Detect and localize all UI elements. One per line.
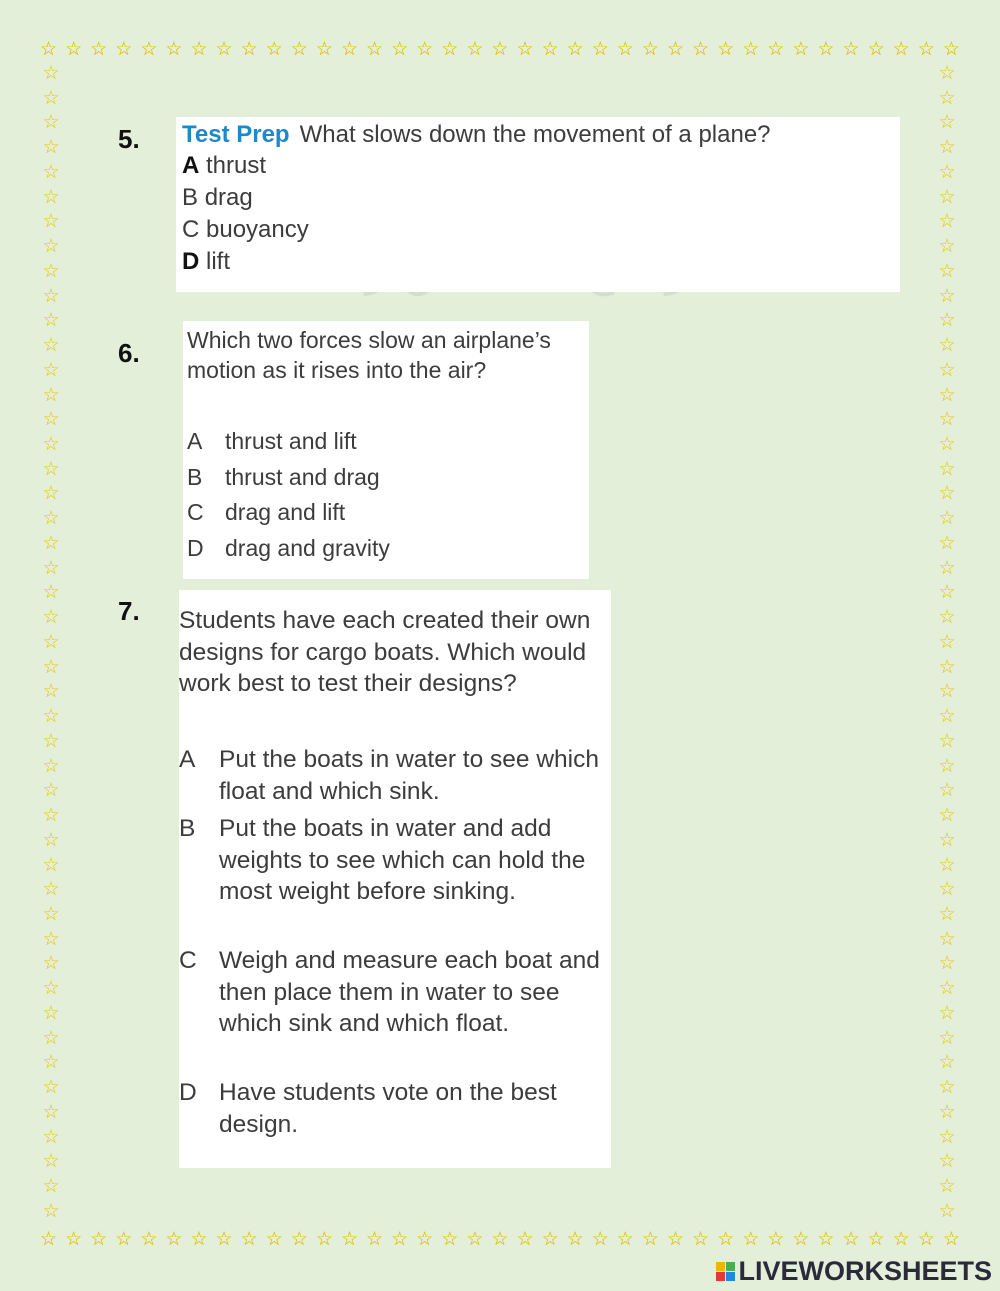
star-icon: ☆ xyxy=(938,408,956,431)
star-icon: ☆ xyxy=(42,1051,60,1074)
star-icon: ☆ xyxy=(938,1199,956,1222)
star-icon: ☆ xyxy=(917,1228,935,1250)
liveworksheets-logo[interactable] xyxy=(716,1256,992,1287)
question-6-option-d[interactable] xyxy=(187,535,390,562)
star-icon: ☆ xyxy=(391,38,409,60)
star-icon: ☆ xyxy=(315,38,333,60)
star-icon: ☆ xyxy=(938,1150,956,1173)
star-icon: ☆ xyxy=(491,38,509,60)
star-icon: ☆ xyxy=(491,1228,509,1250)
star-icon: ☆ xyxy=(115,1228,133,1250)
star-icon: ☆ xyxy=(42,1125,60,1148)
option-letter: B xyxy=(179,815,196,842)
star-icon: ☆ xyxy=(892,1228,910,1250)
question-7-option-a[interactable] xyxy=(179,744,607,807)
question-6-option-a[interactable] xyxy=(187,428,357,455)
question-5-option-b[interactable] xyxy=(182,184,253,212)
star-icon: ☆ xyxy=(938,86,956,109)
star-icon: ☆ xyxy=(42,581,60,604)
star-icon: ☆ xyxy=(42,136,60,159)
question-5-option-c[interactable] xyxy=(182,216,309,244)
logo-square-yellow xyxy=(716,1262,725,1271)
star-icon: ☆ xyxy=(42,1199,60,1222)
star-icon: ☆ xyxy=(938,1125,956,1148)
star-icon: ☆ xyxy=(265,1228,283,1250)
star-icon: ☆ xyxy=(938,779,956,802)
star-icon: ☆ xyxy=(42,754,60,777)
option-text: thrust and drag xyxy=(225,464,380,490)
star-icon: ☆ xyxy=(917,38,935,60)
option-text: drag xyxy=(204,184,253,211)
star-icon: ☆ xyxy=(938,754,956,777)
star-icon: ☆ xyxy=(42,86,60,109)
star-icon: ☆ xyxy=(767,1228,785,1250)
star-icon: ☆ xyxy=(938,433,956,456)
star-icon: ☆ xyxy=(466,38,484,60)
star-icon: ☆ xyxy=(42,1150,60,1173)
star-border-bottom xyxy=(40,1228,960,1250)
star-icon: ☆ xyxy=(42,1026,60,1049)
star-icon: ☆ xyxy=(165,1228,183,1250)
option-letter: C xyxy=(187,499,204,525)
star-icon: ☆ xyxy=(190,38,208,60)
star-icon: ☆ xyxy=(42,804,60,827)
star-icon: ☆ xyxy=(616,1228,634,1250)
star-icon: ☆ xyxy=(215,1228,233,1250)
star-icon: ☆ xyxy=(42,902,60,925)
question-7-option-c[interactable] xyxy=(179,945,607,1040)
star-icon: ☆ xyxy=(240,38,258,60)
star-icon: ☆ xyxy=(90,38,108,60)
option-letter: A xyxy=(182,152,200,179)
question-7-stem: Students have each created their own designs for cargo boats. Which would work best to test their designs? xyxy=(179,607,591,697)
star-border-top xyxy=(40,38,960,60)
star-icon: ☆ xyxy=(441,1228,459,1250)
star-icon: ☆ xyxy=(42,878,60,901)
option-text: Have students vote on the best design. xyxy=(219,1079,557,1138)
star-icon: ☆ xyxy=(42,531,60,554)
star-icon: ☆ xyxy=(938,210,956,233)
star-icon: ☆ xyxy=(42,160,60,183)
star-icon: ☆ xyxy=(466,1228,484,1250)
star-icon: ☆ xyxy=(938,185,956,208)
star-icon: ☆ xyxy=(692,38,710,60)
star-icon: ☆ xyxy=(938,457,956,480)
question-7-card xyxy=(179,590,611,1168)
question-7-option-d[interactable] xyxy=(179,1077,607,1140)
liveworksheets-icon xyxy=(716,1262,735,1281)
star-icon: ☆ xyxy=(938,581,956,604)
question-6-option-b[interactable] xyxy=(187,464,380,491)
star-icon: ☆ xyxy=(42,853,60,876)
star-icon: ☆ xyxy=(42,309,60,332)
star-icon: ☆ xyxy=(42,828,60,851)
option-text: lift xyxy=(206,248,231,275)
star-icon: ☆ xyxy=(767,38,785,60)
star-icon: ☆ xyxy=(666,38,684,60)
star-icon: ☆ xyxy=(391,1228,409,1250)
star-icon: ☆ xyxy=(938,655,956,678)
option-letter: D xyxy=(179,1079,197,1106)
star-icon: ☆ xyxy=(42,927,60,950)
star-icon: ☆ xyxy=(892,38,910,60)
star-icon: ☆ xyxy=(42,977,60,1000)
question-5-text: What slows down the movement of a plane? xyxy=(299,121,771,148)
star-icon: ☆ xyxy=(938,136,956,159)
star-icon: ☆ xyxy=(867,1228,885,1250)
question-number-7: 7. xyxy=(118,596,140,626)
star-icon: ☆ xyxy=(140,38,158,60)
star-icon: ☆ xyxy=(42,729,60,752)
star-icon: ☆ xyxy=(938,606,956,629)
star-icon: ☆ xyxy=(42,185,60,208)
star-icon: ☆ xyxy=(938,556,956,579)
star-icon: ☆ xyxy=(938,482,956,505)
star-icon: ☆ xyxy=(938,259,956,282)
star-icon: ☆ xyxy=(938,729,956,752)
question-7-option-b[interactable] xyxy=(179,813,607,908)
star-icon: ☆ xyxy=(140,1228,158,1250)
star-icon: ☆ xyxy=(42,433,60,456)
star-icon: ☆ xyxy=(938,284,956,307)
star-icon: ☆ xyxy=(938,507,956,530)
option-letter: B xyxy=(182,184,199,211)
star-icon: ☆ xyxy=(165,38,183,60)
star-border-left xyxy=(40,62,62,1222)
star-icon: ☆ xyxy=(42,1175,60,1198)
star-icon: ☆ xyxy=(938,111,956,134)
question-5-option-d[interactable] xyxy=(182,248,230,276)
star-icon: ☆ xyxy=(42,111,60,134)
test-prep-label: Test Prep xyxy=(182,121,290,148)
logo-square-green xyxy=(726,1262,735,1271)
star-icon: ☆ xyxy=(938,680,956,703)
star-icon: ☆ xyxy=(290,1228,308,1250)
star-icon: ☆ xyxy=(938,235,956,258)
star-icon: ☆ xyxy=(591,38,609,60)
star-icon: ☆ xyxy=(340,1228,358,1250)
star-icon: ☆ xyxy=(42,1001,60,1024)
star-icon: ☆ xyxy=(938,927,956,950)
star-icon: ☆ xyxy=(42,284,60,307)
option-letter: D xyxy=(187,535,204,561)
option-text: drag and lift xyxy=(225,499,346,525)
star-icon: ☆ xyxy=(115,38,133,60)
option-text: Put the boats in water and add weights to see which can hold the most weight before sinking. xyxy=(219,815,586,905)
star-icon: ☆ xyxy=(938,977,956,1000)
option-text: Put the boats in water to see which float and which sink. xyxy=(219,746,599,805)
star-icon: ☆ xyxy=(42,779,60,802)
star-icon: ☆ xyxy=(938,358,956,381)
star-icon: ☆ xyxy=(938,1100,956,1123)
star-icon: ☆ xyxy=(938,853,956,876)
star-icon: ☆ xyxy=(516,38,534,60)
star-icon: ☆ xyxy=(616,38,634,60)
star-icon: ☆ xyxy=(938,531,956,554)
star-icon: ☆ xyxy=(42,259,60,282)
logo-square-blue xyxy=(726,1272,735,1281)
question-number-5: 5. xyxy=(118,124,140,154)
star-icon: ☆ xyxy=(42,210,60,233)
star-icon: ☆ xyxy=(416,1228,434,1250)
question-5-card xyxy=(176,117,900,292)
star-icon: ☆ xyxy=(792,1228,810,1250)
star-icon: ☆ xyxy=(340,38,358,60)
star-icon: ☆ xyxy=(938,1076,956,1099)
question-6-stem: Which two forces slow an airplane’s motion as it rises into the air? xyxy=(187,327,551,383)
option-letter: A xyxy=(179,746,196,773)
star-icon: ☆ xyxy=(42,383,60,406)
star-icon: ☆ xyxy=(42,235,60,258)
star-icon: ☆ xyxy=(42,556,60,579)
star-icon: ☆ xyxy=(541,38,559,60)
star-icon: ☆ xyxy=(938,1026,956,1049)
question-5-option-a[interactable] xyxy=(182,152,266,180)
star-icon: ☆ xyxy=(938,952,956,975)
star-icon: ☆ xyxy=(717,38,735,60)
star-icon: ☆ xyxy=(938,804,956,827)
star-icon: ☆ xyxy=(240,1228,258,1250)
star-icon: ☆ xyxy=(942,38,960,60)
star-icon: ☆ xyxy=(42,334,60,357)
star-icon: ☆ xyxy=(842,38,860,60)
option-text: Weigh and measure each boat and then place them in water to see which sink and which float. xyxy=(219,947,600,1037)
star-icon: ☆ xyxy=(938,902,956,925)
star-icon: ☆ xyxy=(290,38,308,60)
star-icon: ☆ xyxy=(42,705,60,728)
star-icon: ☆ xyxy=(938,1051,956,1074)
star-icon: ☆ xyxy=(42,457,60,480)
question-number-6: 6. xyxy=(118,338,140,368)
star-icon: ☆ xyxy=(742,38,760,60)
star-icon: ☆ xyxy=(190,1228,208,1250)
star-icon: ☆ xyxy=(938,630,956,653)
star-icon: ☆ xyxy=(938,1175,956,1198)
star-icon: ☆ xyxy=(717,1228,735,1250)
option-text: buoyancy xyxy=(206,216,309,243)
star-icon: ☆ xyxy=(416,38,434,60)
star-icon: ☆ xyxy=(938,1001,956,1024)
question-6-option-c[interactable] xyxy=(187,499,345,526)
star-icon: ☆ xyxy=(938,705,956,728)
star-icon: ☆ xyxy=(938,878,956,901)
star-icon: ☆ xyxy=(792,38,810,60)
star-icon: ☆ xyxy=(742,1228,760,1250)
star-icon: ☆ xyxy=(366,1228,384,1250)
star-icon: ☆ xyxy=(40,38,58,60)
question-5-stem xyxy=(182,121,771,149)
star-icon: ☆ xyxy=(938,383,956,406)
star-icon: ☆ xyxy=(441,38,459,60)
star-icon: ☆ xyxy=(938,160,956,183)
star-icon: ☆ xyxy=(42,606,60,629)
option-text: thrust and lift xyxy=(225,428,357,454)
star-icon: ☆ xyxy=(641,38,659,60)
star-icon: ☆ xyxy=(541,1228,559,1250)
star-icon: ☆ xyxy=(641,1228,659,1250)
star-icon: ☆ xyxy=(40,1228,58,1250)
star-icon: ☆ xyxy=(42,507,60,530)
star-icon: ☆ xyxy=(566,38,584,60)
star-icon: ☆ xyxy=(42,655,60,678)
star-border-right xyxy=(936,62,958,1222)
star-icon: ☆ xyxy=(42,358,60,381)
star-icon: ☆ xyxy=(42,408,60,431)
question-6-card xyxy=(183,321,589,579)
star-icon: ☆ xyxy=(366,38,384,60)
option-letter: C xyxy=(182,216,200,243)
star-icon: ☆ xyxy=(42,482,60,505)
star-icon: ☆ xyxy=(65,1228,83,1250)
star-icon: ☆ xyxy=(42,1076,60,1099)
star-icon: ☆ xyxy=(938,828,956,851)
star-icon: ☆ xyxy=(692,1228,710,1250)
star-icon: ☆ xyxy=(938,62,956,84)
star-icon: ☆ xyxy=(591,1228,609,1250)
star-icon: ☆ xyxy=(516,1228,534,1250)
star-icon: ☆ xyxy=(942,1228,960,1250)
option-letter: A xyxy=(187,428,203,454)
logo-square-red xyxy=(716,1272,725,1281)
option-letter: C xyxy=(179,947,197,974)
star-icon: ☆ xyxy=(666,1228,684,1250)
option-letter: B xyxy=(187,464,203,490)
option-text: thrust xyxy=(206,152,267,179)
star-icon: ☆ xyxy=(42,952,60,975)
star-icon: ☆ xyxy=(42,62,60,84)
star-icon: ☆ xyxy=(42,1100,60,1123)
option-text: drag and gravity xyxy=(225,535,390,561)
star-icon: ☆ xyxy=(938,334,956,357)
star-icon: ☆ xyxy=(566,1228,584,1250)
star-icon: ☆ xyxy=(42,630,60,653)
star-icon: ☆ xyxy=(65,38,83,60)
option-letter: D xyxy=(182,248,200,275)
star-icon: ☆ xyxy=(90,1228,108,1250)
star-icon: ☆ xyxy=(867,38,885,60)
star-icon: ☆ xyxy=(315,1228,333,1250)
star-icon: ☆ xyxy=(215,38,233,60)
star-icon: ☆ xyxy=(817,1228,835,1250)
star-icon: ☆ xyxy=(817,38,835,60)
brand-name: LIVEWORKSHEETS xyxy=(738,1256,992,1286)
star-icon: ☆ xyxy=(265,38,283,60)
star-icon: ☆ xyxy=(42,680,60,703)
star-icon: ☆ xyxy=(842,1228,860,1250)
star-icon: ☆ xyxy=(938,309,956,332)
